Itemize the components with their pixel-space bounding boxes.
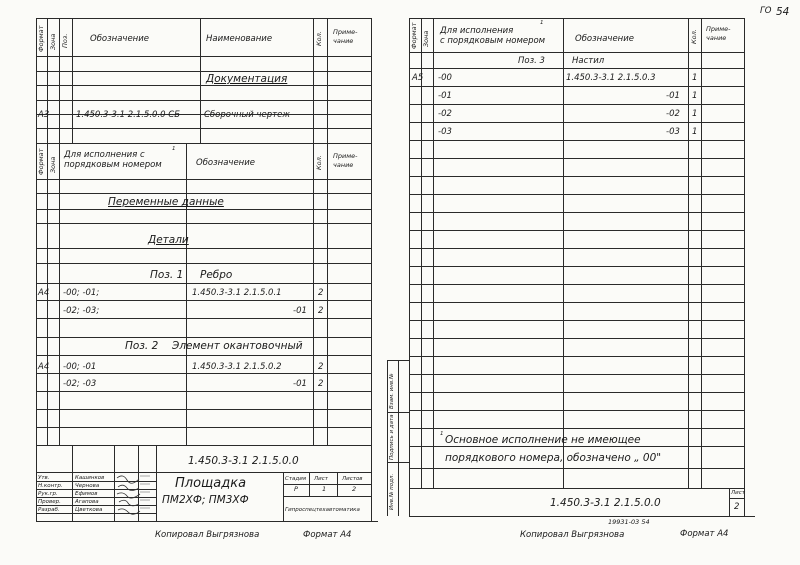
col-note-2: чание — [333, 37, 354, 45]
col2-note-1: Приме- — [333, 152, 358, 160]
r-row3-designation: -02 — [666, 109, 680, 119]
copied-label-left: Копировал Выгрязнова — [155, 530, 260, 540]
role-5: Разраб. — [38, 507, 60, 513]
r-row3-qty: 1 — [692, 109, 698, 119]
assembly-format: А3 — [38, 110, 50, 120]
role-4: Провер. — [38, 499, 61, 505]
right-code: 1.450.3-3.1 2.1.5.0.0 — [550, 497, 661, 509]
r-row1-designation: 1.450.3-3.1 2.1.5.0.3 — [566, 73, 656, 83]
pos2-row2-qty: 2 — [318, 379, 324, 389]
r-col-note-1: Приме- — [706, 25, 731, 33]
r-col-variant-2: с порядковым номером — [440, 36, 546, 46]
footnote-mark-left: 1 — [172, 146, 176, 152]
r-row1-format: А5 — [412, 73, 424, 83]
title-block-code: 1.450.3-3.1 2.1.5.0.0 — [188, 455, 299, 467]
documentation-heading: Документация — [206, 73, 288, 85]
format-label-left: Формат А4 — [303, 530, 352, 540]
pos2-row2-variant: -02; -03 — [63, 379, 97, 389]
top-corner-mark: ГО — [760, 6, 772, 16]
pos2-row1-qty: 2 — [318, 362, 324, 372]
pos2-row1-designation: 1.450.3-3.1 2.1.5.0.2 — [192, 362, 282, 372]
stage-value: Р — [294, 485, 298, 493]
format-label-right: Формат А4 — [680, 529, 729, 539]
col2-qty: Кол. — [315, 155, 323, 170]
pos1-row2-variant: -02; -03; — [63, 306, 100, 316]
side-label-3: Взам. инв.№ — [389, 373, 395, 409]
r-col-zone: Зона — [422, 30, 430, 47]
col-pos: Поз. — [61, 33, 69, 48]
r-col-note-2: чание — [706, 34, 727, 42]
col-designation: Обозначение — [90, 34, 149, 44]
pos2-row2-designation: -01 — [293, 379, 307, 389]
sheet-value-left: 1 — [322, 485, 327, 493]
sheets-value: 2 — [352, 485, 357, 493]
col2-variant-1: Для исполнения с — [64, 150, 145, 160]
footnote-line-1: Основное исполнение не имеющее — [445, 434, 641, 446]
col-name: Наименование — [206, 34, 273, 44]
r-col-qty: Кол. — [690, 29, 698, 44]
pos3-name: Настил — [572, 56, 605, 66]
variable-data-heading: Переменные данные — [108, 196, 224, 208]
assembly-name: Сборочный чертеж — [204, 110, 290, 120]
col2-zone: Зона — [49, 156, 57, 173]
pos2-label: Поз. 2 — [125, 340, 159, 352]
col2-note-2: чание — [333, 161, 354, 169]
role-5-name: Цветкова — [75, 507, 103, 513]
footnote-mark-right: 1 — [540, 20, 544, 26]
sheets-label: Листов — [342, 476, 363, 482]
title-block-title: Площадка — [175, 476, 247, 491]
organization: Гипроспецтехавтоматика — [285, 507, 360, 513]
pos1-row1-variant: -00; -01; — [63, 288, 100, 298]
role-4-name: Агапова — [75, 499, 99, 505]
r-row1-qty: 1 — [692, 73, 698, 83]
r-col-variant-1: Для исполнения — [440, 26, 514, 36]
col-qty: Кол. — [315, 31, 323, 46]
side-label-2: Подпись и дата — [389, 414, 395, 460]
r-col-format: Формат — [410, 22, 418, 49]
pos2-row1-format: А4 — [38, 362, 50, 372]
footnote-mark: 1 — [440, 431, 444, 437]
sheet-value-right: 2 — [734, 502, 740, 512]
assembly-designation: 1.450.3-3.1 2.1.5.0.0 СБ — [76, 110, 181, 120]
r-row4-qty: 1 — [692, 127, 698, 137]
r-row2-qty: 1 — [692, 91, 698, 101]
sheet-number: 54 — [776, 6, 790, 18]
copied-label-right: Копировал Выгрязнова — [520, 530, 625, 540]
r-row4-designation: -03 — [666, 127, 680, 137]
col-note-1: Приме- — [333, 28, 358, 36]
r-col-designation: Обозначение — [575, 34, 634, 44]
stage-label: Стадия — [285, 476, 307, 482]
pos2-name: Элемент окантовочный — [172, 340, 303, 352]
r-row3-variant: -02 — [438, 109, 452, 119]
pos1-row2-qty: 2 — [318, 306, 324, 316]
title-block-subtitle: ПМ2ХФ; ПМ3ХФ — [162, 494, 249, 506]
sheet-label-right: Лист — [731, 490, 745, 496]
role-2: Н.контр. — [38, 483, 63, 489]
role-3-name: Ефимов — [75, 491, 98, 497]
side-label-1: Инв.№ подл. — [389, 473, 395, 510]
role-3: Рук.гр. — [38, 491, 58, 497]
col2-format: Формат — [37, 148, 45, 175]
sheet-label-left: Лист — [314, 476, 328, 482]
pos3-label: Поз. 3 — [518, 56, 545, 66]
col2-designation: Обозначение — [196, 158, 255, 168]
footnote-line-2: порядкового номера, обозначено „ 00" — [445, 452, 662, 464]
col2-variant-2: порядковым номером — [64, 160, 162, 170]
col-format: Формат — [37, 25, 45, 52]
signature-marks — [115, 472, 155, 520]
r-row2-variant: -01 — [438, 91, 452, 101]
pos1-row2-designation: -01 — [293, 306, 307, 316]
pos1-row1-designation: 1.450.3-3.1 2.1.5.0.1 — [192, 288, 282, 298]
role-2-name: Чернова — [75, 483, 100, 489]
pos1-label: Поз. 1 — [150, 269, 184, 281]
pos1-row1-format: А4 — [38, 288, 50, 298]
role-1: Утв. — [38, 475, 50, 481]
archive-stamp: 19931-03 54 — [608, 518, 650, 526]
col-zone: Зона — [49, 33, 57, 50]
pos1-row1-qty: 2 — [318, 288, 324, 298]
details-heading: Детали — [148, 234, 189, 246]
r-row2-designation: -01 — [666, 91, 680, 101]
r-row4-variant: -03 — [438, 127, 452, 137]
pos1-name: Ребро — [200, 269, 233, 281]
r-row1-variant: -00 — [438, 73, 452, 83]
pos2-row1-variant: -00; -01 — [63, 362, 97, 372]
role-1-name: Кашинков — [75, 475, 105, 481]
